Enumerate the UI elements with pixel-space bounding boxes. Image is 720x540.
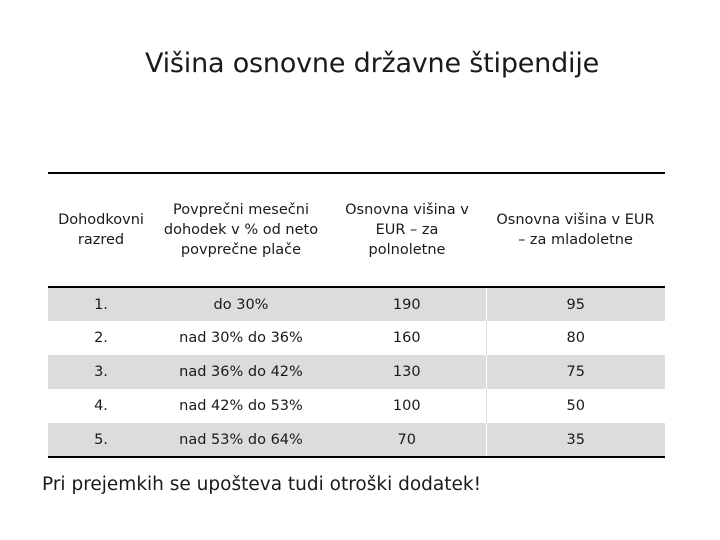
cell-amount-minors: 95 (486, 287, 665, 321)
header-amount-adults: Osnovna višina v EUR – za polnoletne (345, 202, 469, 258)
header-amount-minors: Osnovna višina v EUR – za mladoletne (496, 212, 655, 248)
cell-income-class: 5. (48, 423, 154, 457)
cell-amount-adults: 190 (328, 287, 486, 321)
table-row (48, 321, 665, 355)
cell-amount-adults: 100 (392, 398, 421, 414)
table-row (48, 355, 665, 389)
cell-amount-minors: 50 (486, 389, 665, 423)
header-row (48, 173, 665, 287)
scholarship-table (48, 172, 665, 458)
cell-income-class: 2. (94, 330, 108, 346)
cell-amount-minors: 35 (486, 423, 665, 457)
cell-income-percent: nad 36% do 42% (154, 355, 328, 389)
cell-amount-minors: 80 (486, 321, 665, 355)
cell-income-class: 3. (48, 355, 154, 389)
cell-amount-adults: 160 (392, 330, 421, 346)
cell-income-percent: do 30% (154, 287, 328, 321)
cell-amount-adults: 70 (328, 423, 486, 457)
table-body (48, 287, 665, 457)
cell-amount-adults: 130 (328, 355, 486, 389)
cell-amount-minors: 75 (486, 355, 665, 389)
table-header (48, 173, 665, 287)
table-row (48, 287, 665, 321)
cell-income-percent: nad 53% do 64% (154, 423, 328, 457)
cell-income-class: 4. (94, 398, 108, 414)
header-income-class: Dohodkovni razred (58, 212, 144, 248)
header-income-percent: Povprečni mesečni dohodek v % od neto povprečne plače (163, 202, 319, 258)
table-row (48, 423, 665, 457)
table-row (48, 389, 665, 423)
cell-income-percent: nad 30% do 36% (179, 330, 303, 346)
page-title: Višina osnovne državne štipendije (144, 48, 600, 79)
footnote: Pri prejemkih se upošteva tudi otroški dodatek! (42, 474, 482, 495)
cell-income-percent: nad 42% do 53% (179, 398, 303, 414)
cell-income-class: 1. (48, 287, 154, 321)
